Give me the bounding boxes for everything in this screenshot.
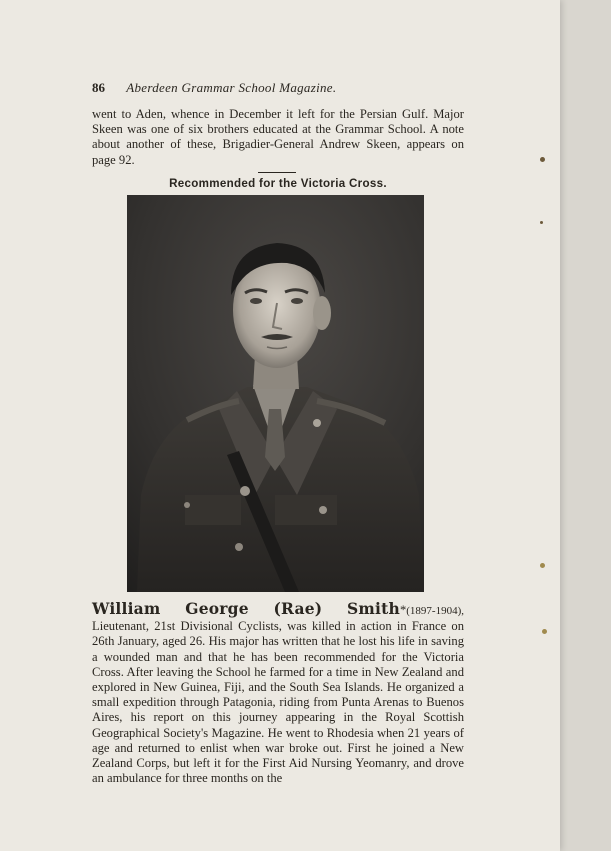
section-title: Recommended for the Victoria Cross. — [169, 177, 387, 190]
binding-hole-mark — [540, 221, 543, 224]
portrait-image — [127, 195, 424, 592]
entry-dates: (1897-1904), — [406, 605, 464, 617]
section-divider — [258, 172, 296, 173]
entry-text: Lieutenant, 21st Divisional Cyclists, was killed in action in France on 26th January, aged 26. His major has written that he lost his life in saving a wounded man and that he has been recommended for the Victoria Cross. After leaving the School he farmed for a time in New Zealand and explored in New Guinea, Fiji, and the South Sea Islands. He organized a small expedition through Patagonia, riding from Punta Arenas to Buenos Aires, his report on this journey appearing in the Royal Scottish Geographical Society's Magazine. He went to Rhodesia when 21 years of age and returned to enlist when war broke out. First he joined a New Zealand Corps, but left it for the First Aid Nursing Yeomanry, and drove an ambulance for three months on the — [92, 619, 464, 786]
binding-hole-mark — [540, 157, 545, 162]
intro-paragraph: went to Aden, whence in December it left for the Persian Gulf. Major Skeen was one of six brothers educated at the Grammar School. A note about another of these, Brigadier-General Andrew Skeen, appears on page 92. — [92, 107, 464, 167]
binding-hole-mark — [540, 563, 545, 568]
binding-hole-mark — [542, 629, 547, 634]
portrait-photograph — [127, 195, 424, 592]
obituary-entry — [92, 601, 464, 786]
entry-marker: * — [399, 603, 407, 617]
running-header — [92, 80, 472, 96]
page-number: 86 — [92, 80, 105, 95]
entry-name: William George (Rae) Smith — [92, 599, 400, 618]
magazine-title: Aberdeen Grammar School Magazine. — [126, 80, 337, 95]
